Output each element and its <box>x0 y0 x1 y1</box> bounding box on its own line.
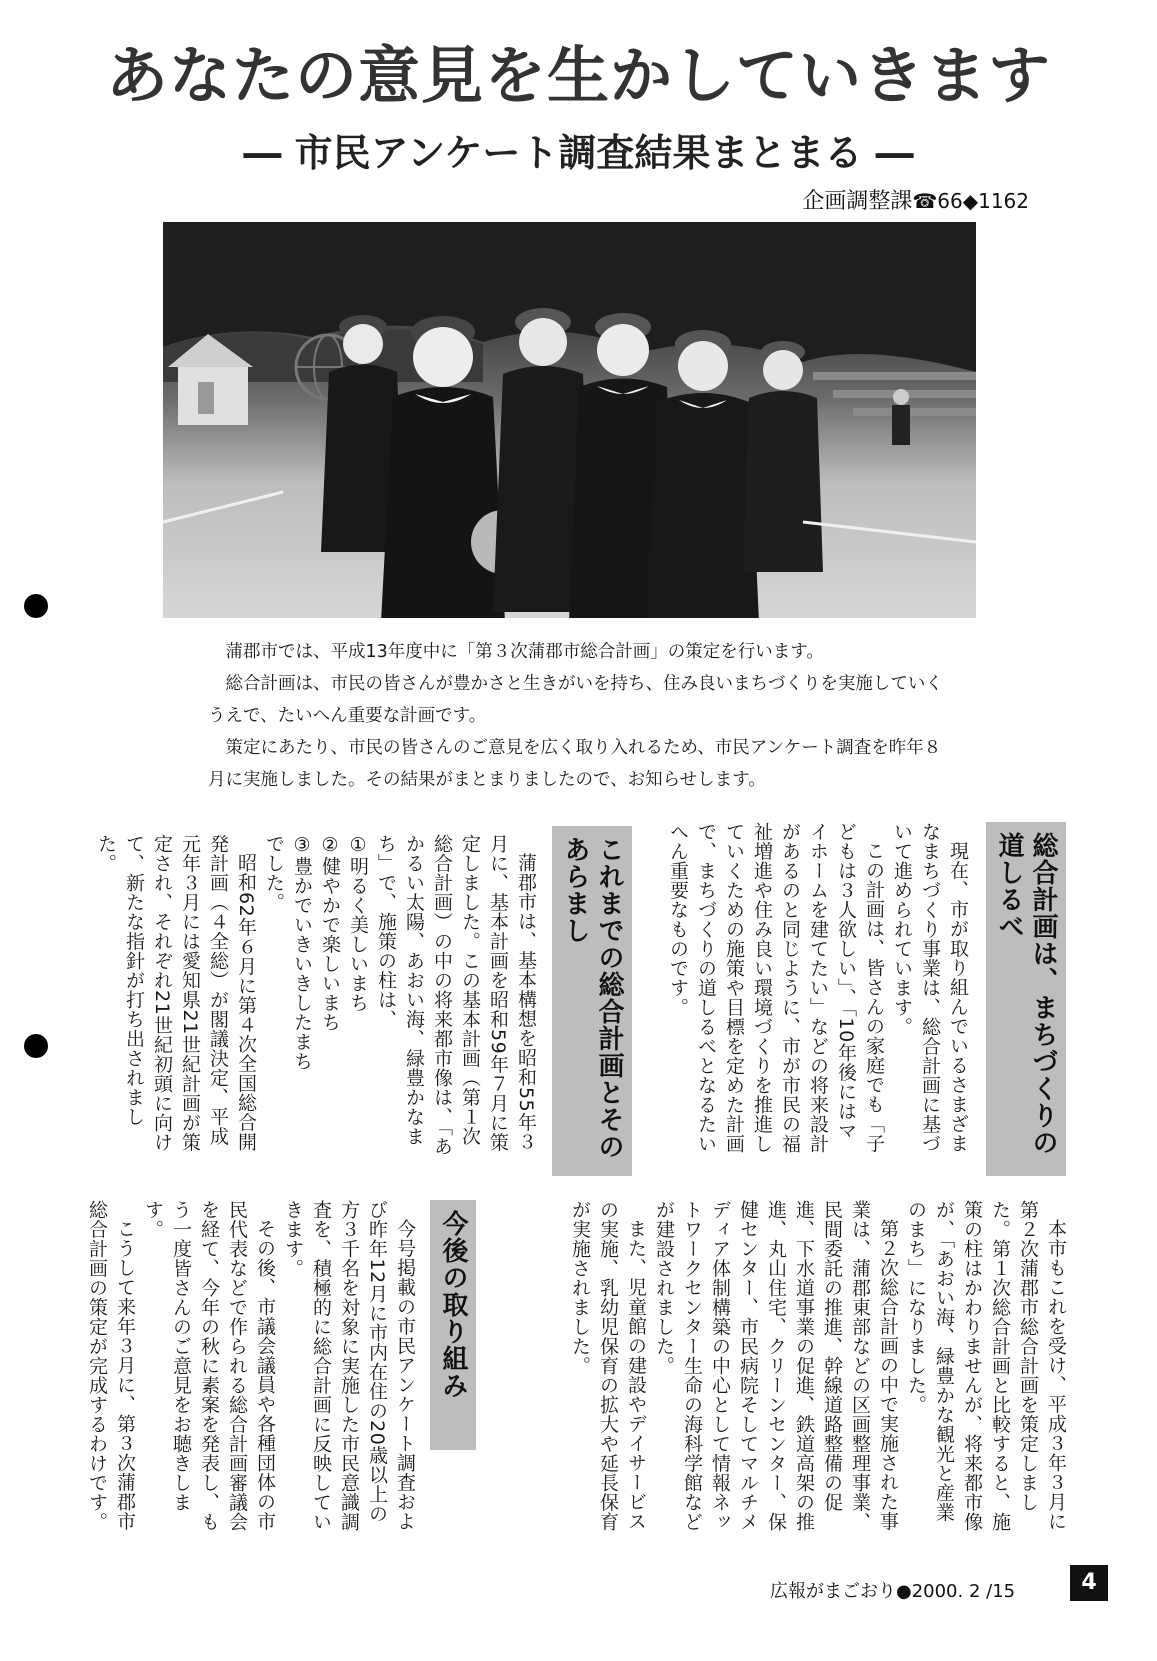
body-paragraph: 昭和62年６月に第４次全国総合開発計画（４全総）が閣議決定、平成元年３月には愛知県21世紀計画が策定され、それぞれ21世紀初頭に向けて、新たな指針が打ち出されました。 <box>95 834 257 1152</box>
section-heading-history: これまでの総合計画とそのあらまし <box>552 826 632 1176</box>
binder-hole <box>24 594 48 618</box>
body-paragraph: 本市もこれを受け、平成３年３月に第２次蒲郡市総合計画を策定しました。第１次総合計画と比較すると、施策の柱はかわりませんが、将来都市像が、「あおい海、緑豊かな観光と産業のまち」になりました。 <box>905 1200 1067 1532</box>
body-paragraph: こうして来年３月に、第３次蒲郡市総合計画の策定が完成するわけです。 <box>86 1200 136 1532</box>
body-paragraph: 今号掲載の市民アンケート調査および昨年12月に市内在住の20歳以上の方３千名を対象に実施した市民意識調査を、積極的に総合計画に反映していきます。 <box>282 1200 416 1532</box>
body-paragraph: 第２次総合計画の中で実施された事業は、蒲郡東部などの区画整理事業、民間委託の推進、幹線道路整備の促進、下水道事業の促進、鉄道高架の推進、丸山住宅、クリーンセンター、保健センター、市民病院そしてマルチメディア体制構築の中心として情報ネットワークセンター生命の海科学館などが建設されました。 <box>653 1200 899 1532</box>
intro-paragraph: 蒲郡市では、平成13年度中に「第３次蒲郡市総合計画」の策定を行います。 <box>225 642 824 662</box>
children-photo <box>163 222 976 618</box>
section-history-body <box>85 834 540 1160</box>
department-name: 企画調整課 <box>802 189 913 214</box>
body-paragraph: でした。 <box>263 834 285 912</box>
intro-paragraph: 総合計画は、市民の皆さんが豊かさと生きがいを持ち、住み良いまちづくりを実施していくうえで、たいへん重要な計画です。 <box>208 674 943 726</box>
intro-text <box>208 636 948 796</box>
policy-pillar: ②健やかで楽しいまち <box>319 834 341 1032</box>
phone-number: ☎66◆1162 <box>912 189 1029 213</box>
section-heading-future: 今後の取り組み <box>430 1200 476 1450</box>
section-future-body <box>85 1200 419 1538</box>
body-paragraph: その後、市議会議員や各種団体の市民代表などで作られる総合計画審議会を経て、今年の秋に素案を発表し、もう一度皆さんのご意見をお聴きします。 <box>142 1200 276 1532</box>
policy-pillar: ③豊かでいきいきしたまち <box>291 834 313 1071</box>
intro-paragraph: 策定にあたり、市民の皆さんのご意見を広く取り入れるため、市民アンケート調査を昨年８月に実施しました。その結果がまとまりましたので、お知らせします。 <box>208 738 942 790</box>
binder-hole <box>24 1034 48 1058</box>
page-number: 4 <box>1070 1565 1108 1601</box>
policy-pillar: ①明るく美しいまち <box>347 834 369 1013</box>
page-title: あなたの意見を生かしていきます <box>105 39 1051 112</box>
body-paragraph: この計画は、皆さんの家庭でも「子どもは３人欲しい」、「10年後にはマイホームを建てたい」などの将来設計があるのと同じように、市が市民の福祉増進や住み良い環境づくりを推進していくための施策や目標を定めた計画で、まちづくりの道しるべとなるたいへん重要なものです。 <box>667 822 885 1154</box>
publication-footer: 広報がまごおり●2000. 2 /15 <box>770 1581 1016 1602</box>
body-paragraph: 現在、市が取り組んでいるさまざまなまちづくり事業は、総合計画に基づいて進められています。 <box>891 822 969 1154</box>
section-heading-plan-guide: 総合計画は、まちづくりの道しるべ <box>986 822 1066 1176</box>
body-paragraph: また、児童館の建設やデイサービスの実施、乳幼児保育の拡大や延長保育が実施されました。 <box>569 1200 647 1532</box>
contact-line <box>802 186 1029 217</box>
section-second-plan-body <box>488 1200 1070 1538</box>
photo-illustration <box>163 222 976 618</box>
section-plan-guide-body <box>642 822 972 1158</box>
body-paragraph: 蒲郡市は、基本構想を昭和55年３月に、基本計画を昭和59年７月に策定しました。この基本計画（第１次総合計画）の中の将来都市像は、「あかるい太陽、あおい海、緑豊かなまち」で、施策の柱は、 <box>375 834 537 1156</box>
page-subtitle: ― 市民アンケート調査結果まとまる ― <box>243 131 914 175</box>
